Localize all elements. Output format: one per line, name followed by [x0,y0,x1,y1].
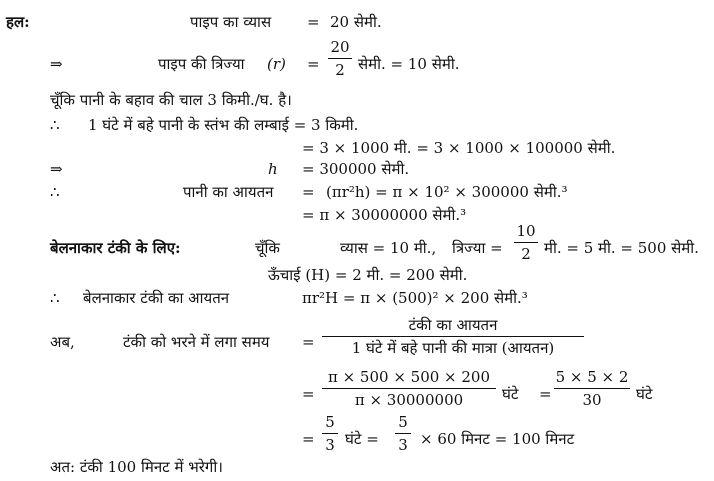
fraction-numerator: 5 [325,413,335,431]
fraction-denominator: 2 [521,245,531,263]
implies-arrow: ⇒ [50,55,63,73]
equals-sign: = [307,55,320,73]
hours-unit: घंटे = [345,430,379,448]
water-volume-label: पानी का आयतन [183,183,274,201]
fraction-denominator: 30 [582,391,602,409]
fraction-denominator: 1 घंटे में बहे पानी की मात्रा (आयतन) [351,339,555,357]
equals-sign: = [307,13,320,31]
fraction-numerator: 20 [330,38,350,56]
length-conversion: = 3 × 1000 मी. = 3 × 1000 × 100000 सेमी. [302,139,616,157]
radius-fraction [328,38,352,79]
equals-sign: = [302,333,315,351]
five-thirds-fraction [395,413,411,454]
tank-diameter: व्यास = 10 मी., [340,239,437,257]
height-value: = 300000 सेमी. [302,160,410,178]
fraction-numerator: π × 500 × 500 × 200 [327,368,491,386]
fraction-bar [322,388,496,389]
implies-arrow: ⇒ [50,160,63,178]
tank-radius-value: मी. = 5 मी. = 500 सेमी. [544,239,699,257]
fraction-numerator: 10 [516,222,536,240]
final-answer: अत: टंकी 100 मिनट में भरेगी। [50,458,223,476]
pipe-diameter-value: 20 सेमी. [330,13,382,31]
tank-radius-label: त्रिज्या = [452,239,503,257]
fill-time-fraction [322,316,584,357]
equals-sign: = [539,385,552,403]
time-calc-fraction [322,368,496,409]
pipe-radius-label: पाइप की त्रिज्या [158,55,245,73]
fill-time-label: टंकी को भरने में लगा समय [123,333,270,351]
equals-sign: = [302,385,315,403]
radius-symbol: (r) [267,55,286,73]
fraction-numerator: 5 [398,413,408,431]
fraction-denominator: π × 30000000 [354,391,464,409]
time-simplified-fraction [554,368,630,409]
pipe-diameter-label: पाइप का व्यास [190,13,272,31]
therefore-symbol: ∴ [50,289,60,307]
equals-sign: = [302,430,315,448]
therefore-symbol: ∴ [50,183,60,201]
fraction-bar [322,336,584,337]
solution-label: हल: [6,13,30,31]
fraction-bar [328,58,352,59]
cylindrical-tank-heading: बेलनाकार टंकी के लिए: [50,239,181,257]
fraction-numerator: टंकी का आयतन [408,316,498,334]
tank-height: ऊँचाई (H) = 2 मी. = 200 सेमी. [268,266,468,284]
fraction-denominator: 2 [335,61,345,79]
fraction-bar [322,433,338,434]
water-volume-expression: (πr²h) = π × 10² × 300000 सेमी.³ [326,183,568,201]
fraction-numerator: 5 × 5 × 2 [555,368,629,386]
since-word: चूँकि [255,239,280,257]
fraction-bar [514,242,538,243]
hours-unit: घंटे [636,385,653,403]
now-word: अब, [50,333,75,351]
equals-sign: = [302,183,315,201]
tank-volume-expression: πr²H = π × (500)² × 200 सेमी.³ [302,289,528,307]
minutes-result: × 60 मिनट = 100 मिनट [420,430,575,448]
fraction-denominator: 3 [325,436,335,454]
fraction-denominator: 3 [398,436,408,454]
tank-radius-fraction [514,222,538,263]
height-symbol: h [268,160,278,178]
water-volume-value: = π × 30000000 सेमी.³ [302,206,467,224]
fraction-bar [554,388,630,389]
hours-unit: घंटे [502,385,519,403]
five-thirds-fraction [322,413,338,454]
water-column-length: 1 घंटे में बहे पानी के स्तंभ की लम्बाई = 3 किमी. [88,116,359,134]
pipe-radius-value: सेमी. = 10 सेमी. [358,55,460,73]
tank-volume-label: बेलनाकार टंकी का आयतन [83,289,230,307]
fraction-bar [395,433,411,434]
therefore-symbol: ∴ [50,116,60,134]
flow-speed-statement: चूँकि पानी के बहाव की चाल 3 किमी./घ. है। [50,91,292,109]
